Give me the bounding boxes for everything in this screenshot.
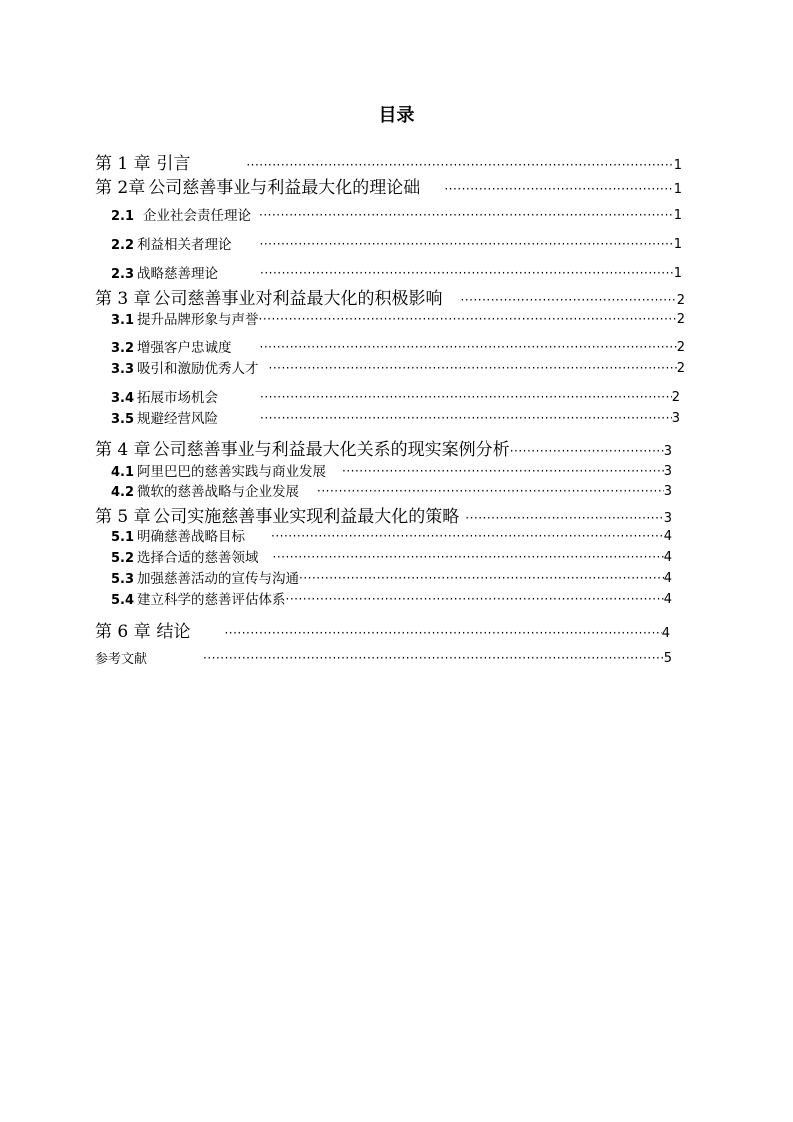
toc-entry-page: 1 — [673, 237, 682, 252]
toc-entry-number: 第 5 章 — [95, 507, 151, 527]
toc-entry-page: 4 — [663, 529, 672, 544]
toc-entry-page: 4 — [663, 550, 672, 565]
leader-dots — [259, 313, 677, 328]
toc-entry-number: 5.3 — [111, 572, 135, 587]
toc-entry-section-5-3[interactable] — [111, 567, 672, 587]
toc-entry-chapter-2[interactable] — [95, 173, 682, 198]
toc-entry-section-4-2[interactable] — [111, 480, 672, 500]
toc-entry-page: 5 — [663, 651, 672, 666]
toc-entry-chapter-4[interactable] — [95, 435, 672, 460]
toc-entry-number: 2.2 — [111, 238, 135, 253]
toc-entry-number: 5.1 — [111, 530, 135, 545]
toc-entry-page: 3 — [663, 484, 672, 499]
toc-entry-page: 1 — [673, 208, 682, 223]
toc-entry-section-3-2[interactable] — [111, 336, 685, 356]
leader-dots — [259, 209, 674, 224]
leader-dots — [444, 183, 673, 198]
toc-entry-text: 参考文献 — [95, 652, 148, 667]
toc-entry-text: 结论 — [156, 622, 191, 642]
toc-entry-page: 2 — [676, 312, 685, 327]
leader-dots — [260, 238, 674, 253]
leader-dots — [203, 652, 664, 667]
toc-entry-section-3-1[interactable] — [111, 308, 685, 328]
toc-entry-text: 提升品牌形象与声誉 — [137, 312, 259, 328]
toc-entry-chapter-6[interactable] — [95, 617, 670, 642]
toc-entry-number: 第 6 章 — [95, 622, 151, 642]
toc-entry-text: 公司慈善事业与利益最大化关系的现实案例分析 — [152, 440, 510, 460]
leader-dots — [342, 465, 664, 480]
leader-dots — [317, 485, 664, 500]
toc-entry-section-3-3[interactable] — [111, 357, 685, 377]
toc-entry-number: 3.2 — [111, 341, 135, 356]
leader-dots — [246, 159, 673, 174]
leader-dots — [260, 267, 674, 282]
leader-dots — [299, 572, 664, 587]
toc-entry-section-3-5[interactable] — [111, 407, 680, 427]
leader-dots — [271, 530, 664, 545]
toc-entry-text: 公司实施慈善事业实现利益最大化的策略 — [153, 507, 460, 527]
toc-entry-page: 1 — [673, 182, 682, 197]
leader-dots — [260, 412, 672, 427]
toc-entry-page: 3 — [671, 411, 680, 426]
toc-entry-number: 3.1 — [111, 313, 135, 328]
leader-dots — [260, 391, 672, 406]
toc-entry-text: 吸引和激励优秀人才 — [137, 361, 259, 377]
toc-entry-section-4-1[interactable] — [111, 460, 672, 480]
toc-entry-page: 1 — [673, 158, 682, 173]
toc-entry-chapter-1[interactable] — [95, 149, 682, 174]
toc-entry-text: 企业社会责任理论 — [143, 208, 252, 224]
toc-title: 目录 — [378, 105, 415, 126]
toc-entry-text: 引言 — [156, 154, 191, 174]
toc-entry-text: 明确慈善战略目标 — [137, 529, 246, 545]
toc-entry-text: 阿里巴巴的慈善实践与商业发展 — [137, 464, 327, 480]
toc-entry-text: 战略慈善理论 — [137, 266, 219, 282]
toc-entry-page: 3 — [663, 511, 672, 526]
toc-entry-page: 2 — [671, 390, 680, 405]
toc-entry-text: 加强慈善活动的宣传与沟通 — [137, 571, 300, 587]
toc-entry-text: 公司慈善事业与利益最大化的理论础 — [148, 178, 421, 198]
toc-entry-chapter-3[interactable] — [95, 284, 685, 309]
toc-entry-section-2-2[interactable] — [111, 233, 682, 253]
toc-entry-section-5-2[interactable] — [111, 546, 672, 566]
toc-entry-section-5-4[interactable] — [111, 588, 672, 608]
toc-entry-references[interactable] — [95, 648, 672, 667]
toc-entry-number: 2.3 — [111, 267, 135, 282]
toc-entry-page: 4 — [663, 571, 672, 586]
toc-entry-number: 3.4 — [111, 391, 135, 406]
toc-entry-text: 公司慈善事业对利益最大化的积极影响 — [153, 289, 443, 309]
toc-entry-page: 3 — [663, 464, 672, 479]
toc-entry-number: 3.5 — [111, 412, 135, 427]
leader-dots — [260, 341, 677, 356]
toc-entry-page: 3 — [663, 444, 672, 459]
toc-entry-section-2-3[interactable] — [111, 262, 682, 282]
toc-entry-text: 微软的慈善战略与企业发展 — [137, 484, 300, 500]
leader-dots — [461, 294, 677, 309]
toc-entry-number: 第 4 章 — [95, 440, 151, 460]
toc-entry-number: 第 2章 — [95, 178, 146, 198]
leader-dots — [224, 627, 661, 642]
toc-entry-number: 4.1 — [111, 465, 135, 480]
leader-dots — [269, 362, 677, 377]
toc-entry-page: 1 — [673, 266, 682, 281]
toc-entry-number: 第 1 章 — [95, 154, 151, 174]
toc-entry-section-3-4[interactable] — [111, 386, 680, 406]
toc-entry-text: 建立科学的慈善评估体系 — [137, 592, 286, 608]
leader-dots — [273, 551, 664, 566]
toc-entry-text: 规避经营风险 — [137, 411, 219, 427]
toc-entry-page: 4 — [663, 592, 672, 607]
toc-entry-page: 4 — [661, 626, 670, 641]
toc-entry-number: 第 3 章 — [95, 289, 151, 309]
toc-entry-number: 5.4 — [111, 593, 135, 608]
toc-entry-text: 选择合适的慈善领域 — [137, 550, 259, 566]
leader-dots — [510, 445, 664, 460]
toc-entry-number: 4.2 — [111, 485, 135, 500]
toc-entry-page: 2 — [676, 293, 685, 308]
toc-entry-section-5-1[interactable] — [111, 525, 672, 545]
toc-entry-text: 增强客户忠诚度 — [137, 340, 232, 356]
toc-entry-number: 3.3 — [111, 362, 135, 377]
leader-dots — [286, 593, 664, 608]
toc-entry-chapter-5[interactable] — [95, 502, 672, 527]
toc-entry-section-2-1[interactable] — [111, 204, 682, 224]
toc-entry-page: 2 — [676, 361, 685, 376]
toc-entry-page: 2 — [676, 340, 685, 355]
toc-entry-number: 5.2 — [111, 551, 135, 566]
toc-entry-text: 利益相关者理论 — [137, 237, 232, 253]
toc-entry-number: 2.1 — [111, 209, 135, 224]
toc-entry-text: 拓展市场机会 — [137, 390, 219, 406]
